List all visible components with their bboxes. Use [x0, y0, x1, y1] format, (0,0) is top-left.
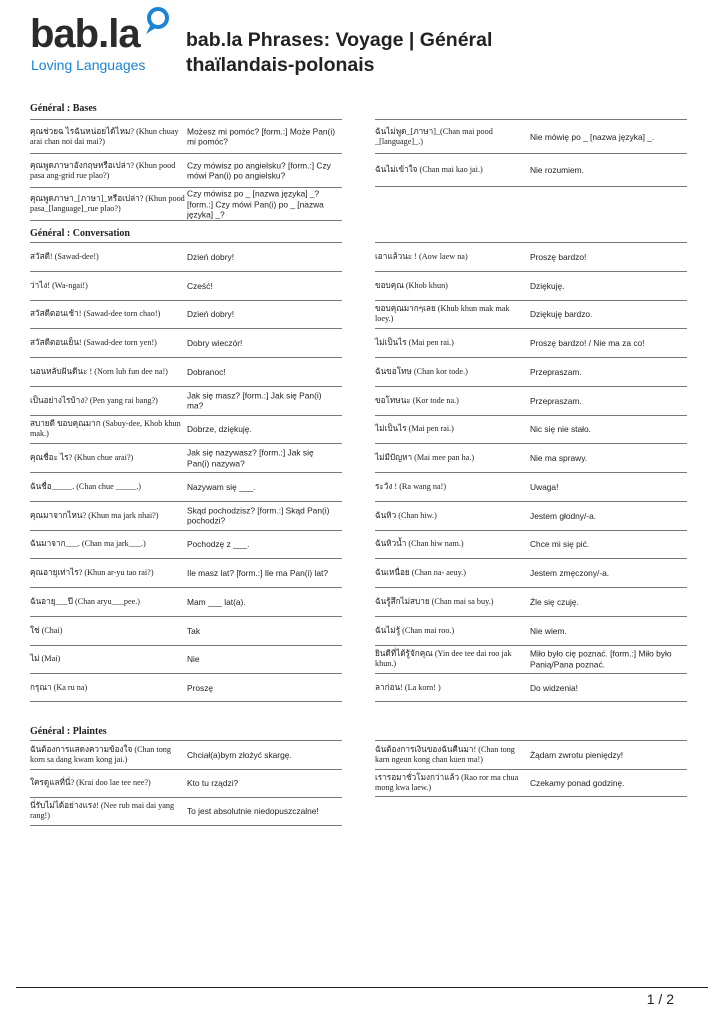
phrase-row [375, 300, 687, 329]
phrase-row [375, 386, 687, 415]
thai-phrase: ฉันต้องการเงินของฉันคืนมา! (Chan tong karn ngeun kong chan kuen ma!) [375, 744, 515, 764]
polish-translation: Dzień dobry! [187, 251, 235, 262]
polish-translation: Możesz mi pomóc? [form.:] Może Pan(i) mi pomóc? [187, 126, 335, 147]
phrase-row [30, 271, 342, 300]
phrase-row [30, 673, 342, 702]
thai-phrase: ฉันหิวน้ำ (Chan hiw nam.) [375, 539, 464, 549]
polish-translation: Dziękuję bardzo. [530, 309, 593, 320]
polish-translation: Pochodzę z ___. [187, 539, 250, 550]
polish-translation: Czy mówisz po _ [nazwa języka] _? [form.:] Czy mówi Pan(i) po _ [nazwa języka] _? [187, 188, 324, 220]
thai-phrase: กรุณา (Ka ru na) [30, 682, 88, 692]
phrase-row [30, 300, 342, 329]
phrase-row [375, 357, 687, 386]
phrase-row [375, 328, 687, 357]
thai-phrase: ขอโทษนะ (Kor tode na.) [375, 395, 459, 405]
phrase-row [30, 386, 342, 415]
phrase-row [30, 242, 342, 271]
babla-logo [30, 6, 180, 76]
phrase-row [375, 558, 687, 587]
polish-translation: Dzień dobry! [187, 309, 235, 320]
phrase-row [30, 587, 342, 616]
phrase-row [30, 501, 342, 530]
polish-translation: Chce mi się pić. [530, 539, 590, 550]
polish-translation: Miło było cię poznać. [form.:] Miło było Panią/Pana poznać. [530, 648, 672, 670]
thai-phrase: สวัสดีตอนเช้า! (Sawad-dee torn chao!) [30, 309, 161, 319]
polish-translation: Dobry wieczór! [187, 337, 243, 348]
polish-translation: Dobranoc! [187, 366, 226, 377]
phrase-row [30, 616, 342, 645]
phrase-row [375, 769, 687, 798]
phrase-row [30, 328, 342, 357]
bases-left-column [30, 119, 342, 221]
polish-translation: Jak się nazywasz? [form.:] Jak się Pan(i) nazywa? [187, 447, 314, 469]
polish-translation: Nie [187, 654, 200, 665]
thai-phrase: ใครดูแลที่นี่? (Krai doo lae tee nee?) [30, 778, 151, 788]
polish-translation: Proszę bardzo! / Nie ma za co! [530, 337, 645, 348]
phrase-row [375, 119, 687, 153]
thai-phrase: ฉันไม่รู้ (Chan mai roo.) [375, 625, 455, 635]
phrase-row [375, 645, 687, 674]
thai-phrase: ฉันเหนื่อย (Chan na- aeuy.) [375, 568, 466, 578]
thai-phrase: คุณอายุเท่าไร? (Khun ar-yu tao rai?) [30, 568, 154, 578]
thai-phrase: ฉันหิว (Chan hiw.) [375, 510, 437, 520]
page-number: 1 / 2 [646, 991, 674, 1007]
page-title [186, 28, 706, 78]
polish-translation: Nic się nie stało. [530, 424, 591, 435]
thai-phrase: คุณช่วยฉ ไรฉันหน่อยได้ไหม? (Khun chuay arai chan noi dai mai?) [30, 126, 179, 146]
polish-translation: Czekamy ponad godzinę. [530, 777, 625, 788]
section-title-conversation: Général : Conversation [30, 228, 130, 239]
title-line-2: thaïlandais-polonais [186, 54, 375, 76]
thai-phrase: คุณพูดภาษา_[ภาษา]_หรือเปล่า? (Khun pood pasa_[language]_rue plao?) [30, 194, 185, 213]
phrase-row [375, 153, 687, 187]
thai-phrase: เป็นอย่างไรบ้าง? (Pen yang rai bang?) [30, 395, 158, 405]
phrase-row [30, 357, 342, 386]
bases-right-column [375, 119, 687, 187]
thai-phrase: คุณพูดภาษาอังกฤษหรือเปล่า? (Khun pood pasa ang-grid rue plao?) [30, 160, 176, 180]
polish-translation: Przepraszam. [530, 366, 582, 377]
polish-translation: Proszę bardzo! [530, 251, 587, 262]
phrase-row [375, 415, 687, 444]
phrase-row [375, 587, 687, 616]
phrase-row [30, 645, 342, 674]
polish-translation: Kto tu rządzi? [187, 778, 239, 788]
polish-translation: Ile masz lat? [form.:] Ile ma Pan(i) lat? [187, 567, 329, 578]
phrase-row [30, 443, 342, 472]
polish-translation: Skąd pochodzisz? [form.:] Skąd Pan(i) pochodzi? [187, 505, 330, 526]
polish-translation: To jest absolutnie niedopuszczalne! [187, 806, 319, 816]
thai-phrase: คุณมาจากไหน? (Khun ma jark nhai?) [30, 510, 159, 520]
polish-translation: Nie rozumiem. [530, 164, 584, 175]
thai-phrase: เอาแล้วนะ ! (Aow laew na) [375, 251, 468, 261]
thai-phrase: ฉันชื่อ_____. (Chan chue _____.) [30, 481, 142, 491]
polish-translation: Uwaga! [530, 481, 559, 492]
thai-phrase: ว่าไง! (Wa-ngai!) [30, 280, 88, 290]
polish-translation: Nie ma sprawy. [530, 452, 588, 463]
thai-phrase: ขอบคุณมากๆเลย (Khub khun mak mak loey.) [375, 304, 510, 324]
polish-translation: Jestem głodny/-a. [530, 510, 597, 521]
thai-phrase: ไม่ (Mai) [30, 654, 61, 664]
polish-translation: Czy mówisz po angielsku? [form.:] Czy mówi Pan(i) po angielsku? [187, 160, 331, 181]
footer-divider [16, 987, 708, 988]
polish-translation: Dobrze, dziękuję. [187, 424, 252, 435]
polish-translation: Żądam zwrotu pieniędzy! [530, 749, 624, 760]
logo-wordmark: bab.la [30, 12, 140, 56]
polish-translation: Nazywam się ___. [187, 481, 256, 492]
thai-phrase: ฉันรู้สึกไม่สบาย (Chan mai sa buy.) [375, 596, 494, 606]
section-title-plaintes: Général : Plaintes [30, 726, 107, 737]
thai-phrase: คุณชื่อะ ไร? (Khun chue arai?) [30, 453, 134, 463]
thai-phrase: ฉันต้องการแสดงความข้องใจ (Chan tong korn sa dang kwam kong jai.) [30, 744, 171, 764]
phrase-row [30, 558, 342, 587]
phrase-row [30, 530, 342, 559]
thai-phrase: ยินดีที่ได้รู้จักคุณ (Yin dee tee dai roo jak khun.) [375, 649, 512, 669]
phrase-row [375, 740, 687, 769]
conversation-right-column [375, 242, 687, 702]
thai-phrase: ไม่เป็นไร (Mai pen rai.) [375, 338, 454, 348]
conversation-left-column [30, 242, 342, 702]
polish-translation: Jestem zmęczony/-a. [530, 567, 610, 578]
thai-phrase: ฉันไม่เข้าใจ (Chan mai kao jai.) [375, 165, 483, 174]
speech-bubble-icon [143, 6, 171, 42]
plaintes-left-column [30, 740, 342, 826]
thai-phrase: ฉันขอโทษ (Chan kor tode.) [375, 366, 468, 376]
phrase-row [30, 153, 342, 187]
phrase-row [375, 443, 687, 472]
polish-translation: Cześć! [187, 280, 213, 291]
logo-tagline: Loving Languages [31, 57, 146, 73]
thai-phrase: ไม่มีปัญหา (Mai mee pan ha.) [375, 453, 475, 463]
polish-translation: Mam ___ lat(a). [187, 596, 246, 607]
thai-phrase: สบายดี ขอบคุณมาก (Sabuy-dee, Khob khun mak.) [30, 419, 181, 439]
section-title-bases: Général : Bases [30, 103, 97, 114]
polish-translation: Jak się masz? [form.:] Jak się Pan(i) ma? [187, 390, 322, 411]
thai-phrase: ลาก่อน! (La korn! ) [375, 682, 441, 692]
phrase-row [375, 673, 687, 702]
thai-phrase: ไม่เป็นไร (Mai pen rai.) [375, 424, 454, 434]
phrase-row [30, 797, 342, 826]
phrase-row [375, 242, 687, 271]
thai-phrase: ฉันมาจาก___. (Chan ma jark___.) [30, 539, 146, 549]
polish-translation: Dziękuję. [530, 280, 565, 291]
thai-phrase: ฉันไม่พูด_[ภาษา]_(Chan mai pood _[language]_.) [375, 126, 493, 146]
phrase-row [375, 530, 687, 559]
title-line-1: bab.la Phrases: Voyage | Général [186, 29, 493, 51]
polish-translation: Tak [187, 625, 201, 636]
polish-translation: Źle się czuję. [530, 596, 579, 607]
polish-translation: Chciał(a)bym złożyć skargę. [187, 749, 292, 760]
thai-phrase: ขอบคุณ (Khob khun) [375, 280, 448, 290]
thai-phrase: ระวัง ! (Ra wang na!) [375, 481, 447, 491]
phrase-row [375, 472, 687, 501]
plaintes-right-column [375, 740, 687, 797]
polish-translation: Przepraszam. [530, 395, 582, 406]
polish-translation: Nie mówię po _ [nazwa języka] _. [530, 131, 655, 142]
thai-phrase: นอนหลับฝันดีนะ ! (Norn lub fun dee na!) [30, 366, 168, 376]
phrase-row [30, 187, 342, 221]
phrase-row [375, 616, 687, 645]
thai-phrase: นี่รับไม่ได้อย่างแรง! (Nee rub mai dai yang rang!) [30, 801, 175, 821]
phrase-row [30, 415, 342, 444]
phrase-row [375, 501, 687, 530]
header [30, 6, 710, 76]
thai-phrase: เรารอมาชั่วโมงกว่าแล้ว (Rao ror ma chua mong kwa laew.) [375, 772, 519, 792]
thai-phrase: สวัสดี! (Sawad-dee!) [30, 251, 99, 261]
thai-phrase: สวัสดีตอนเย็น! (Sawad-dee torn yen!) [30, 338, 157, 348]
polish-translation: Proszę [187, 682, 214, 693]
phrase-row [30, 472, 342, 501]
phrase-row [375, 271, 687, 300]
phrase-row [30, 119, 342, 153]
polish-translation: Nie wiem. [530, 625, 567, 636]
thai-phrase: ฉันอายุ___ปี (Chan aryu___pee.) [30, 596, 141, 606]
polish-translation: Do widzenia! [530, 682, 578, 693]
thai-phrase: ใช่ (Chai) [30, 625, 63, 635]
phrase-row [30, 740, 342, 769]
phrase-row [30, 769, 342, 798]
